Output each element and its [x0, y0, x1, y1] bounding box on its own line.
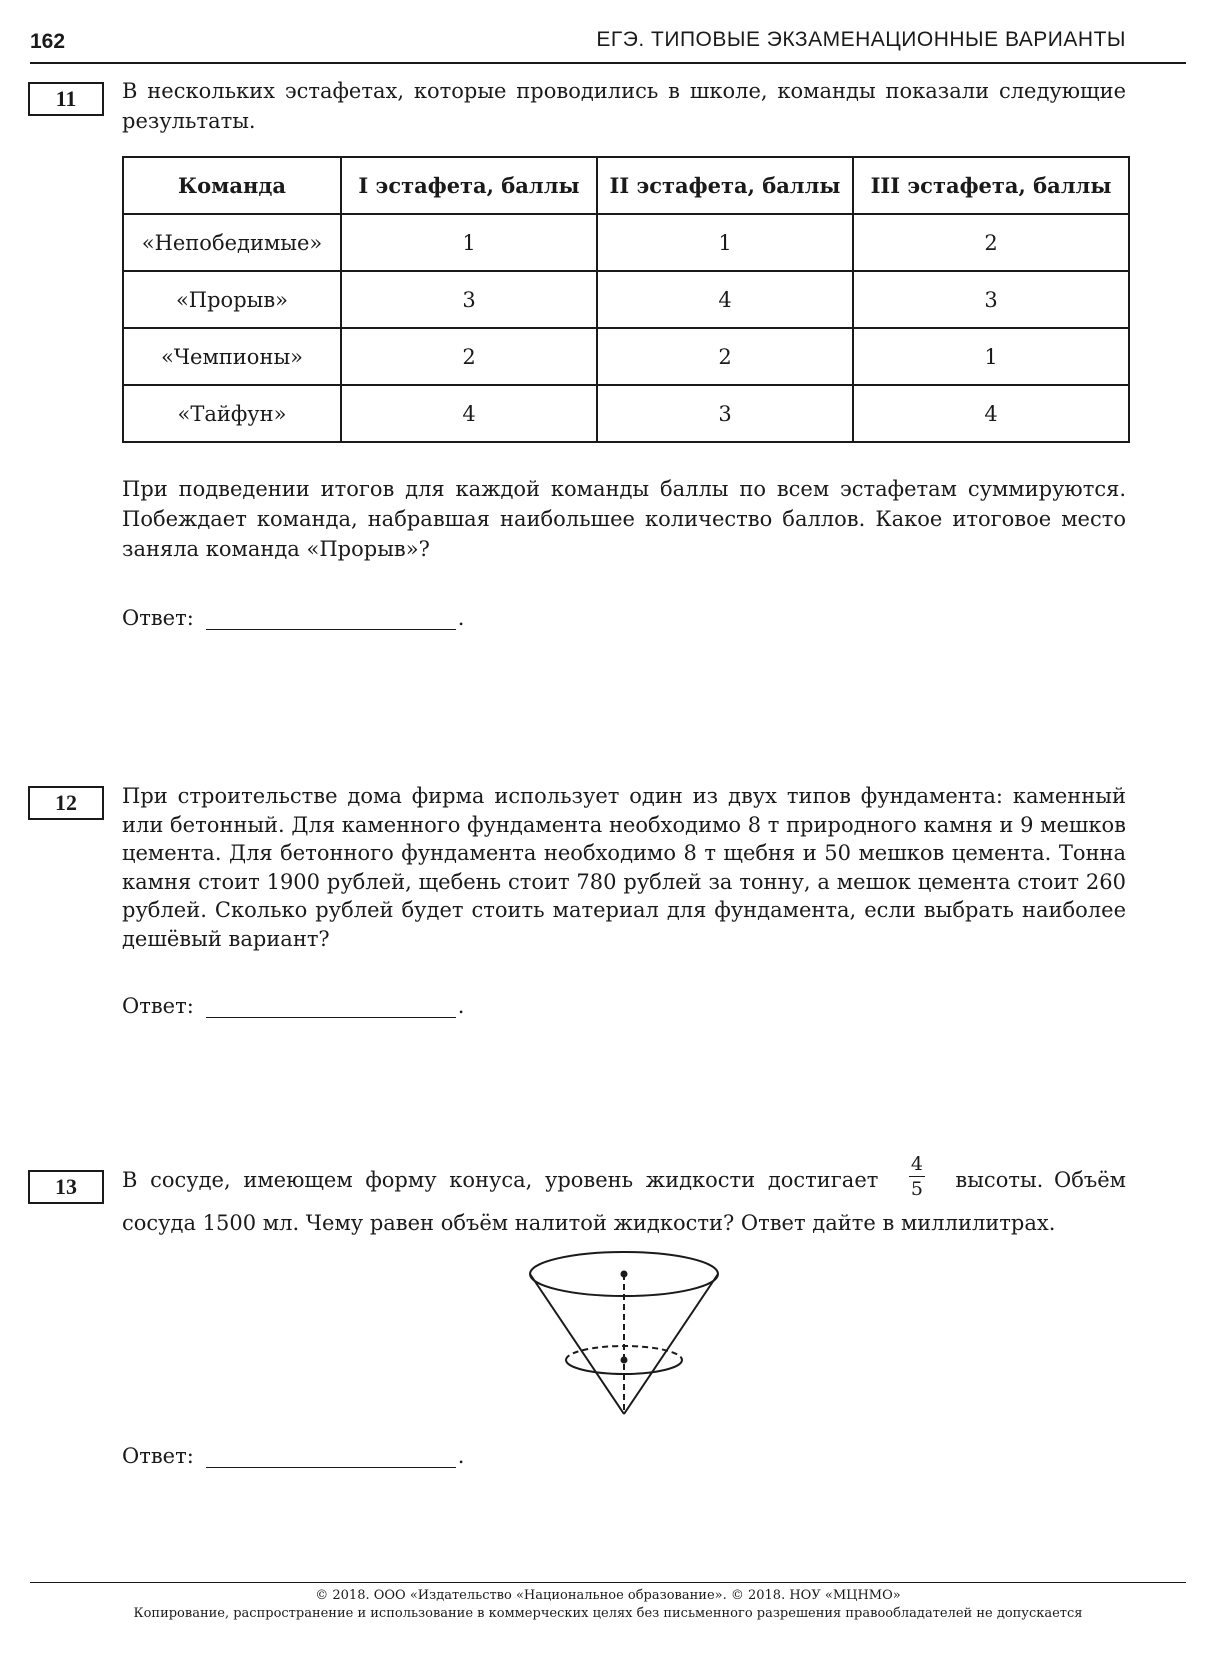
table-cell: 2 [853, 214, 1129, 271]
table-cell: «Непобедимые» [123, 214, 341, 271]
answer-label: Ответ: [122, 606, 194, 630]
task-11-question: При подведении итогов для каждой команды баллы по всем эстафетам суммируются. Побеждает команда, набравшая наибольшее количество баллов. Какое итоговое место заняла команда «Прорыв»? [122, 477, 1126, 561]
top-center-point [621, 1271, 628, 1278]
task-13-text-before: В сосуде, имеющем форму конуса, уровень жидкости достигает [122, 1168, 879, 1192]
answer-input-line[interactable] [206, 995, 456, 1018]
table-cell: «Чемпионы» [123, 328, 341, 385]
task-13-line2: сосуда 1500 мл. Чему равен объём налитой жидкости? Ответ дайте в миллилитрах. [122, 1211, 1056, 1235]
fraction-numerator: 4 [910, 1152, 923, 1175]
task-13-text-after: высоты. Объём [955, 1168, 1126, 1192]
copyright-line: © 2018. ООО «Издательство «Национальное образование». © 2018. НОУ «МЦНМО» [315, 1588, 901, 1603]
table-cell: «Прорыв» [123, 271, 341, 328]
liquid-center-point [621, 1357, 628, 1364]
table-header-cell: III эстафета, баллы [853, 157, 1129, 214]
table-cell: 2 [597, 328, 853, 385]
table-row [123, 214, 1129, 271]
table-header-cell: Команда [123, 157, 341, 214]
task-11-answer: Ответ: . [122, 606, 465, 630]
table-cell: 4 [341, 385, 597, 442]
table-cell: 4 [597, 271, 853, 328]
table-cell: 1 [341, 214, 597, 271]
table-row [123, 328, 1129, 385]
copyright-notice: Копирование, распространение и использование в коммерческих целях без письменного разрешения правообладателей не допускается [133, 1606, 1083, 1621]
answer-label: Ответ: [122, 1444, 194, 1468]
table-cell: 3 [853, 271, 1129, 328]
table-cell: 1 [597, 214, 853, 271]
task-11-intro: В нескольких эстафетах, которые проводились в школе, команды показали следующие результаты. [122, 79, 1126, 133]
answer-input-line[interactable] [206, 1445, 456, 1468]
task-13-number: 13 [28, 1170, 104, 1204]
table-row [123, 271, 1129, 328]
answer-input-line[interactable] [206, 607, 456, 630]
table-cell: 3 [341, 271, 597, 328]
fraction [909, 1154, 925, 1199]
task-11-number: 11 [28, 82, 104, 116]
running-title: ЕГЭ. ТИПОВЫЕ ЭКЗАМЕНАЦИОННЫЕ ВАРИАНТЫ [596, 28, 1126, 51]
table-header-cell: I эстафета, баллы [341, 157, 597, 214]
table-row [123, 385, 1129, 442]
table-cell: 2 [341, 328, 597, 385]
task-12-number: 12 [28, 786, 104, 820]
table-header-row [123, 157, 1129, 214]
relay-results-table [122, 156, 1130, 443]
page-number: 162 [30, 30, 66, 53]
table-header-cell: II эстафета, баллы [597, 157, 853, 214]
header-rule [30, 62, 1186, 64]
table-cell: 1 [853, 328, 1129, 385]
task-12-text: При строительстве дома фирма использует один из двух типов фундамента: каменный или бетонный. Для каменного фундамента необходимо 8 т природного камня и 9 мешков цемента. Для бетонного фундамента необходимо 8 т щебня и 50 мешков цемента. Тонна камня стоит 1900 рублей, щебень стоит 780 рублей за тонну, а мешок цемента стоит 260 рублей. Сколько рублей будет стоить материал для фундамента, если выбрать наиболее дешёвый вариант? [122, 784, 1126, 951]
task-13-line1 [122, 1154, 1126, 1206]
task-12-answer: Ответ: . [122, 994, 465, 1018]
fraction-denominator: 5 [910, 1177, 923, 1200]
footer-rule [30, 1582, 1186, 1583]
table-cell: 3 [597, 385, 853, 442]
table-cell: 4 [853, 385, 1129, 442]
cone-figure [520, 1248, 730, 1424]
task-13-answer: Ответ: . [122, 1444, 465, 1468]
answer-label: Ответ: [122, 994, 194, 1018]
table-cell: «Тайфун» [123, 385, 341, 442]
